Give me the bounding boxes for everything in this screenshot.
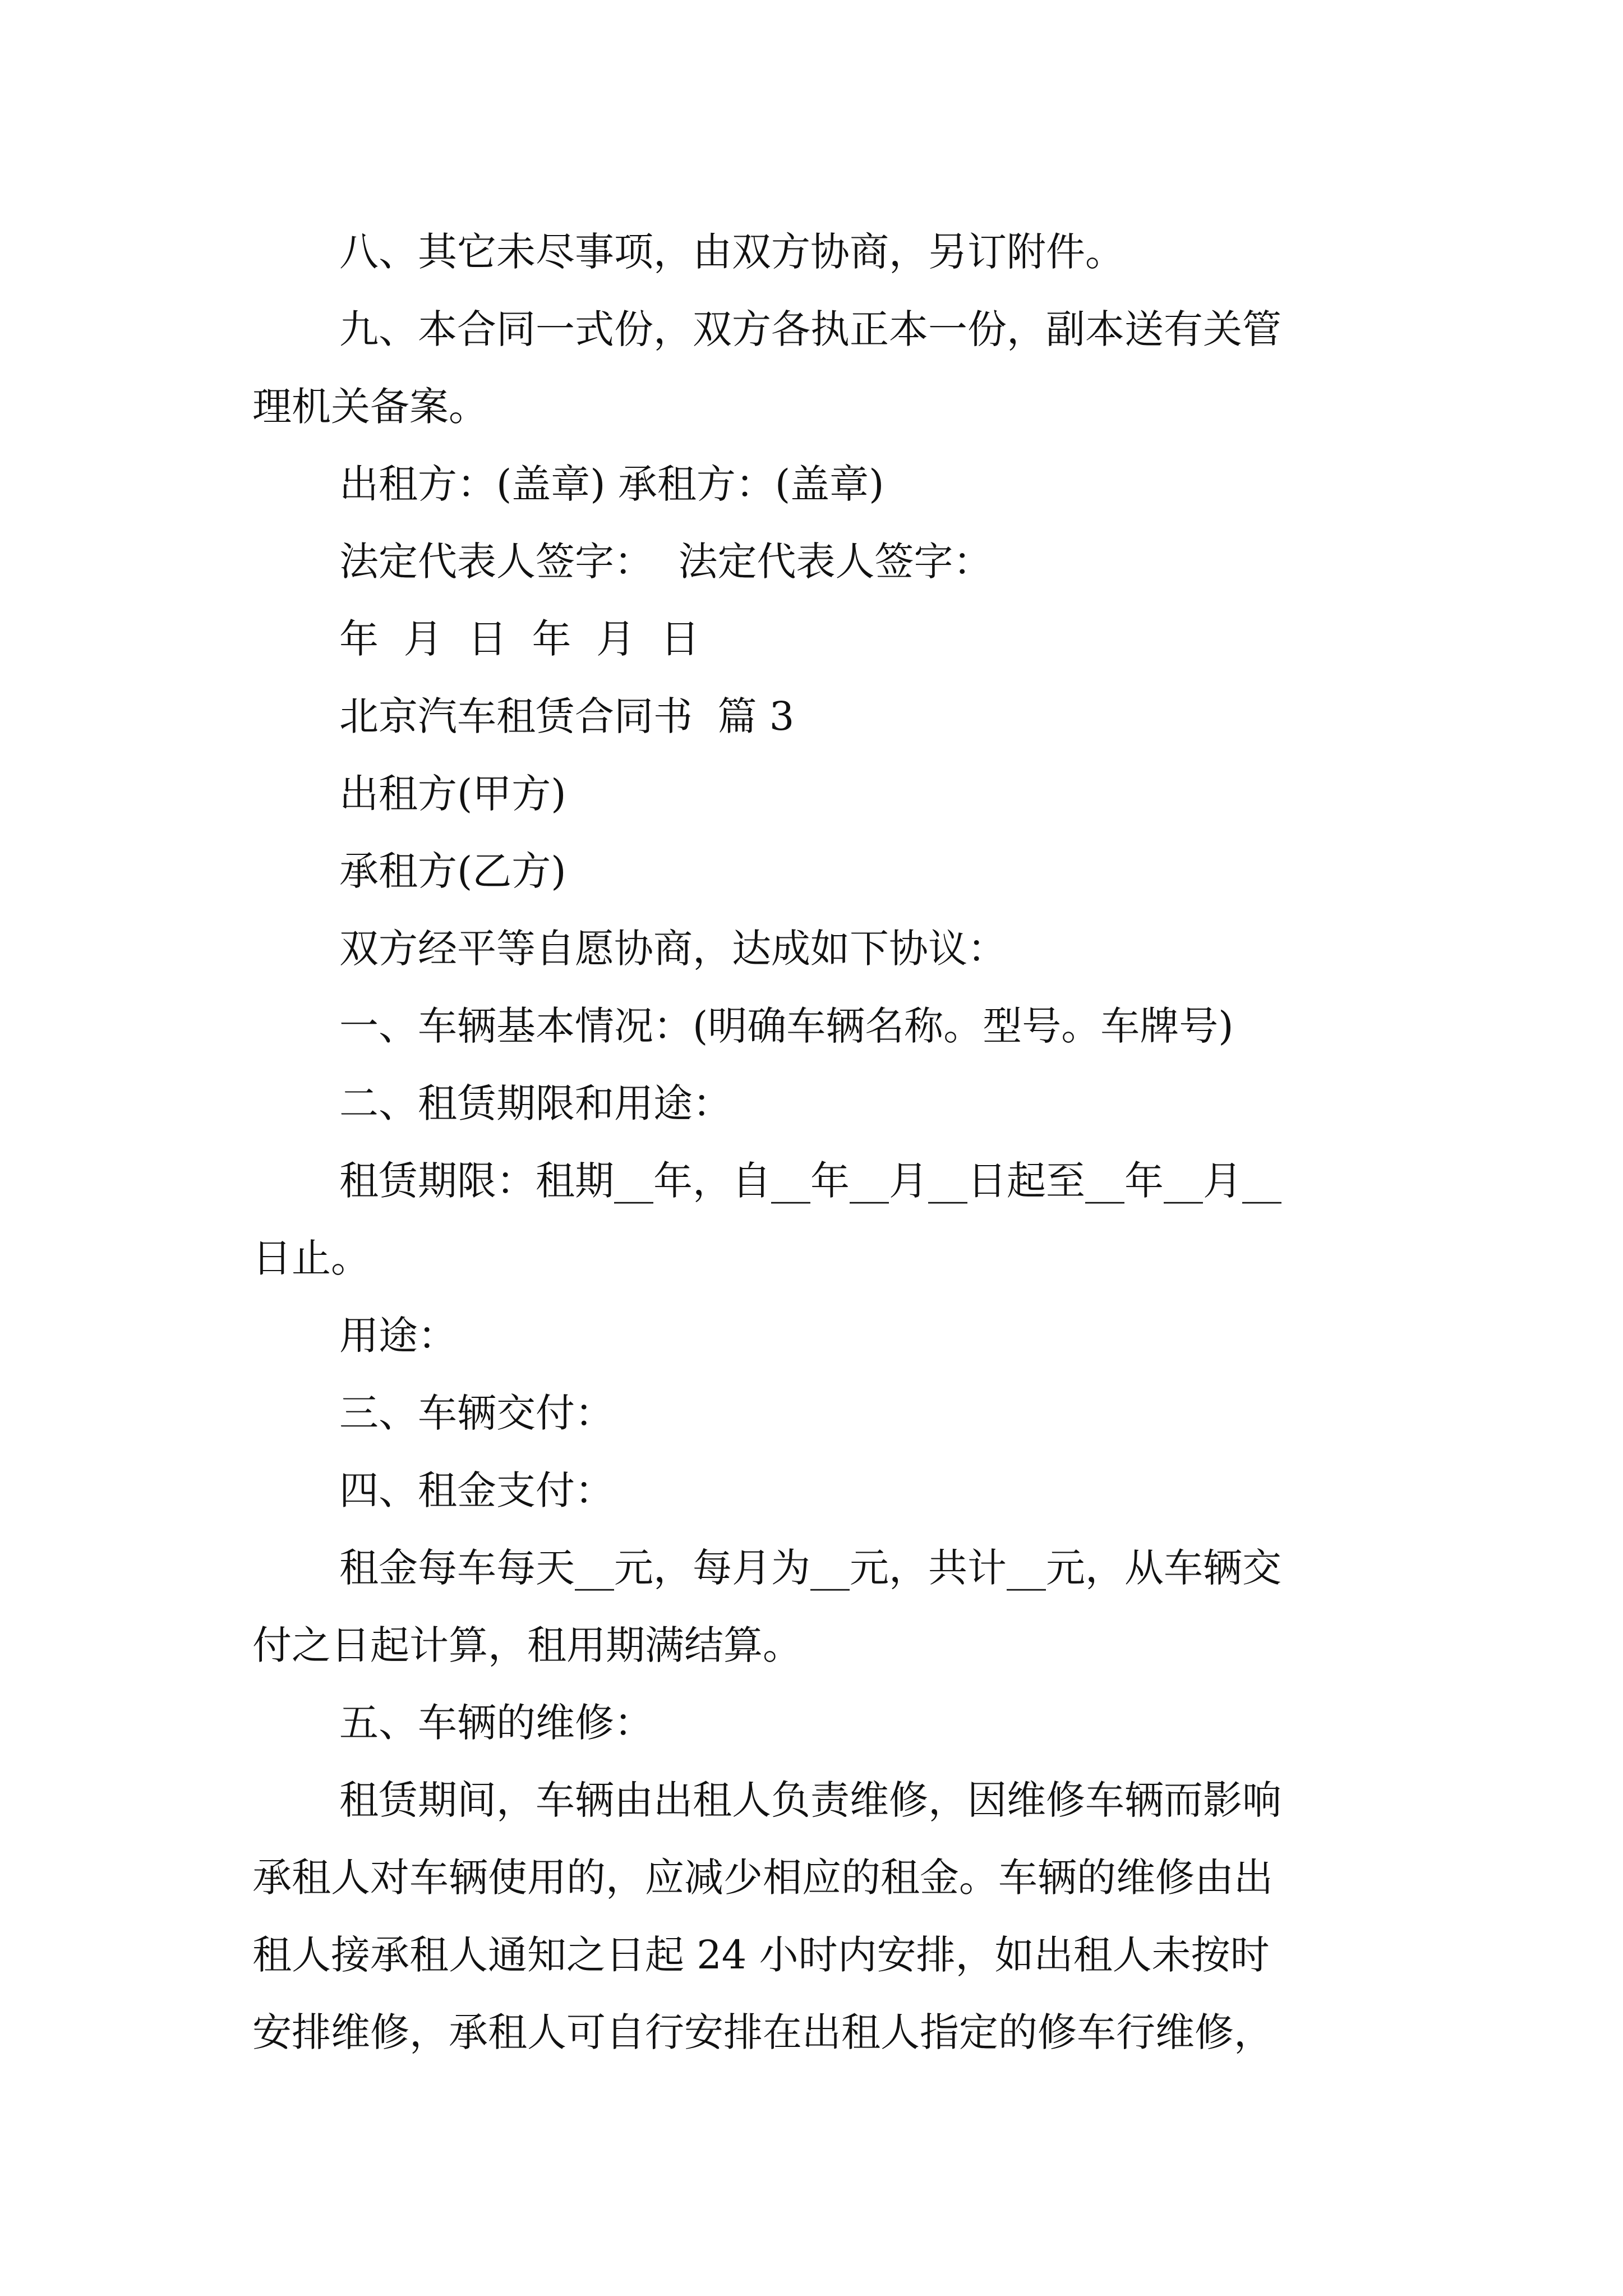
party-line: 承租方(乙方) [339, 848, 566, 894]
paragraph-line: 租赁期间，车辆由出租人负责维修，因维修车辆而影响 [339, 1777, 1281, 1823]
paragraph-line: 安排维修，承租人可自行安排在出租人指定的修车行维修， [252, 2009, 1273, 2055]
party-line: 出租方(甲方) [339, 771, 566, 817]
clause-heading: 三、车辆交付： [339, 1390, 614, 1436]
paragraph-line: 八、其它未尽事项，由双方协商，另订附件。 [339, 229, 1124, 275]
clause-heading: 一、车辆基本情况：(明确车辆名称。型号。车牌号) [339, 1003, 1234, 1049]
paragraph-line: 九、本合同一式份，双方各执正本一份，副本送有关管 [339, 306, 1281, 352]
clause-heading: 五、车辆的维修： [339, 1700, 653, 1746]
paragraph-line: 双方经平等自愿协商，达成如下协议： [339, 926, 1007, 972]
paragraph-line: 用途： [339, 1313, 457, 1359]
paragraph-line: 承租人对车辆使用的，应减少相应的租金。车辆的维修由出 [252, 1855, 1273, 1901]
signature-line: 出租方：(盖章) 承租方：(盖章) [339, 461, 884, 507]
section-title: 北京汽车租赁合同书 篇 3 [339, 693, 795, 739]
clause-heading: 二、租赁期限和用途： [339, 1080, 732, 1126]
signature-line: 法定代表人签字： 法定代表人签字： [339, 539, 993, 585]
paragraph-line: 理机关备案。 [252, 384, 488, 430]
date-line: 年 月 日 年 月 日 [339, 616, 700, 662]
document-body [252, 213, 1385, 2071]
paragraph-line: 租金每车每天__元，每月为__元，共计__元，从车辆交 [339, 1545, 1281, 1591]
clause-heading: 四、租金支付： [339, 1467, 614, 1513]
paragraph-line: 日止。 [252, 1235, 370, 1281]
paragraph-line: 租赁期限：租期__年，自__年__月__日起至__年__月__ [339, 1158, 1281, 1204]
paragraph-line: 付之日起计算，租用期满结算。 [252, 1622, 802, 1668]
paragraph-line: 租人接承租人通知之日起 24 小时内安排，如出租人未按时 [252, 1932, 1270, 1978]
